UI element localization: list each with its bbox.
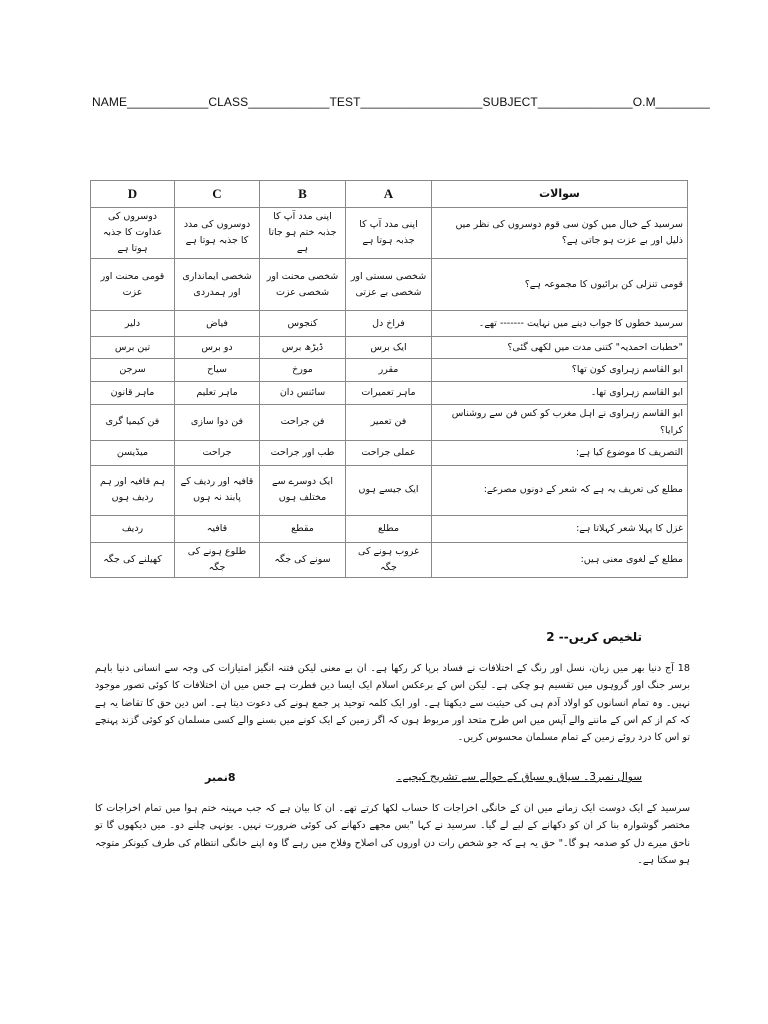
mcq-row [91,337,688,359]
option-a: ایک برس [346,337,432,359]
option-a: فن تعمیر [346,405,432,440]
option-d: فن کیمیا گری [91,405,175,440]
question-text: التصریف کا موضوع کیا ہے: [432,440,688,465]
option-c: دوسروں کی مدد کا جذبہ ہوتا ہے [175,208,260,259]
mcq-row [91,359,688,382]
question-text: ابو القاسم زہراوی تھا۔ [432,382,688,405]
option-c: فیاض [175,311,260,337]
mcq-row [91,382,688,405]
option-c: ماہر تعلیم [175,382,260,405]
option-a: مقرر [346,359,432,382]
option-d: ماہر قانون [91,382,175,405]
mcq-table [90,180,688,578]
mcq-row [91,440,688,465]
question-text: قومی تنزلی کن برائیوں کا مجموعہ ہے؟ [432,259,688,311]
question-text: "خطبات احمدیہ" کتنی مدت میں لکھی گئی؟ [432,337,688,359]
section-3-heading [205,771,642,784]
option-c: دو برس [175,337,260,359]
option-b: شخصی محنت اور شخصی عزت [260,259,346,311]
option-b: اپنی مدد آپ کا جذبہ ختم ہو جاتا ہے [260,208,346,259]
questions-column-header: سوالات [432,181,688,208]
option-b: مورخ [260,359,346,382]
column-d-header: D [91,181,175,208]
column-c-header: C [175,181,260,208]
option-d: ہم قافیہ اور ہم ردیف ہوں [91,465,175,515]
option-b: طب اور جراحت [260,440,346,465]
option-b: کنجوس [260,311,346,337]
question-text: سرسید خطوں کا جواب دینے میں نہایت ------- تھے۔ [432,311,688,337]
question-text: ابو القاسم زہراوی نے اہل مغرب کو کس فن سے روشناس کرایا؟ [432,405,688,440]
mcq-row [91,405,688,440]
option-d: قومی محنت اور عزت [91,259,175,311]
option-b: سونے کی جگہ [260,542,346,577]
option-a: فراخ دل [346,311,432,337]
question-text: مطلع کے لغوی معنی ہیں: [432,542,688,577]
option-c: فن دوا سازی [175,405,260,440]
option-c: جراحت [175,440,260,465]
option-c: سیاح [175,359,260,382]
option-b: سائنس دان [260,382,346,405]
mcq-row [91,259,688,311]
option-a: غروب ہونے کی جگہ [346,542,432,577]
question-text: مطلع کی تعریف یہ ہے کہ شعر کے دونوں مصرعے: [432,465,688,515]
option-d: سرجن [91,359,175,382]
question-text: غزل کا پہلا شعر کہلاتا ہے: [432,515,688,542]
mcq-row [91,311,688,337]
option-b: ایک دوسرے سے مختلف ہوں [260,465,346,515]
option-b: فن جراحت [260,405,346,440]
option-c: شخصی ایمانداری اور ہمدردی [175,259,260,311]
section-3-title: سوال نمبر3۔ سیاق و سباق کے حوالے سے تشریح کیجیے۔ [396,771,642,783]
option-d: دلیر [91,311,175,337]
option-a: مطلع [346,515,432,542]
section-2-title: تلخیص کریں-- 2 [546,630,642,644]
option-d: میڈیسن [91,440,175,465]
option-a: ماہر تعمیرات [346,382,432,405]
option-d: کھیلنے کی جگہ [91,542,175,577]
question-text: ابو القاسم زہراوی کون تھا؟ [432,359,688,382]
option-a: اپنی مدد آپ کا جذبہ ہوتا ہے [346,208,432,259]
option-d: ردیف [91,515,175,542]
option-b: مقطع [260,515,346,542]
option-c: طلوع ہونے کی جگہ [175,542,260,577]
mcq-row [91,465,688,515]
option-a: عملی جراحت [346,440,432,465]
option-d: تین برس [91,337,175,359]
mcq-row [91,542,688,577]
option-a: ایک جیسے ہوں [346,465,432,515]
column-b-header: B [260,181,346,208]
student-info-line: NAME____________CLASS____________TEST__________________SUBJECT______________O.M________ [92,95,710,109]
section-2-passage: 18 آج دنیا بھر میں زبان، نسل اور رنگ کے اختلافات نے فساد برپا کر رکھا ہے۔ ان بے معنی لیکن فتنہ انگیز امتیازات کی وجہ سے انسانی دنیا باہم برسر جنگ اور گروہوں میں تقسیم ہو چکی ہے۔ لیکن اس کے برعکس اسلام ایک ایسا دین فطرت ہے جس میں ان اختلافات کا کوئی تصور موجود نہیں۔ وہ تمام انسانوں کو اولاد آدم ہی کی حیثیت سے دیکھتا ہے۔ اور ایک کلمہ توحید پر جمع ہونے کی دعوت دیتا ہے۔ اس دین حق کا تقاضا یہ ہے کہ کم از کم اس کے ماننے والے آپس میں اس طرح متحد اور مربوط ہوں کہ اگر زمین کے ایک کونے میں بسنے والے کسی مسلمان کو کوئی گزند پہنچے تو اس کا درد روئے زمین کے تمام مسلمان محسوس کریں۔ [95,663,690,744]
section-3-marks: 8نمبر [205,771,236,784]
mcq-header-row [91,181,688,208]
option-c: قافیہ اور ردیف کے پابند نہ ہوں [175,465,260,515]
option-c: قافیہ [175,515,260,542]
mcq-row [91,208,688,259]
option-b: ڈیڑھ برس [260,337,346,359]
option-d: دوسروں کی عداوت کا جذبہ ہوتا ہے [91,208,175,259]
option-a: شخصی سستی اور شخصی بے عزتی [346,259,432,311]
mcq-row [91,515,688,542]
section-3-passage: سرسید کے ایک دوست ایک زمانے میں ان کے خانگی اخراجات کا حساب لکھا کرتے تھے۔ ان کا بیان ہے کہ جب مہینہ ختم ہوا میں تمام اخراجات کا مختصر گوشوارہ بنا کر ان کو دکھانے کے لیے لے گیا۔ سرسید نے کہا "بس مجھے دکھانے کی کوئی ضرورت نہیں۔ یونہی چلنے دو۔ میں دیکھوں گا تو ناحق میرے دل کو صدمہ ہو گا۔" حق یہ ہے کہ جو شخص رات دن اوروں کی اصلاح وفلاح میں رہے گا وہ اپنے خانگی انتظام کی طرف کیونکر متوجہ ہو سکتا ہے۔ [95,803,690,866]
column-a-header: A [346,181,432,208]
question-text: سرسید کے خیال میں کون سی قوم دوسروں کی نظر میں ذلیل اور بے عزت ہو جاتی ہے؟ [432,208,688,259]
